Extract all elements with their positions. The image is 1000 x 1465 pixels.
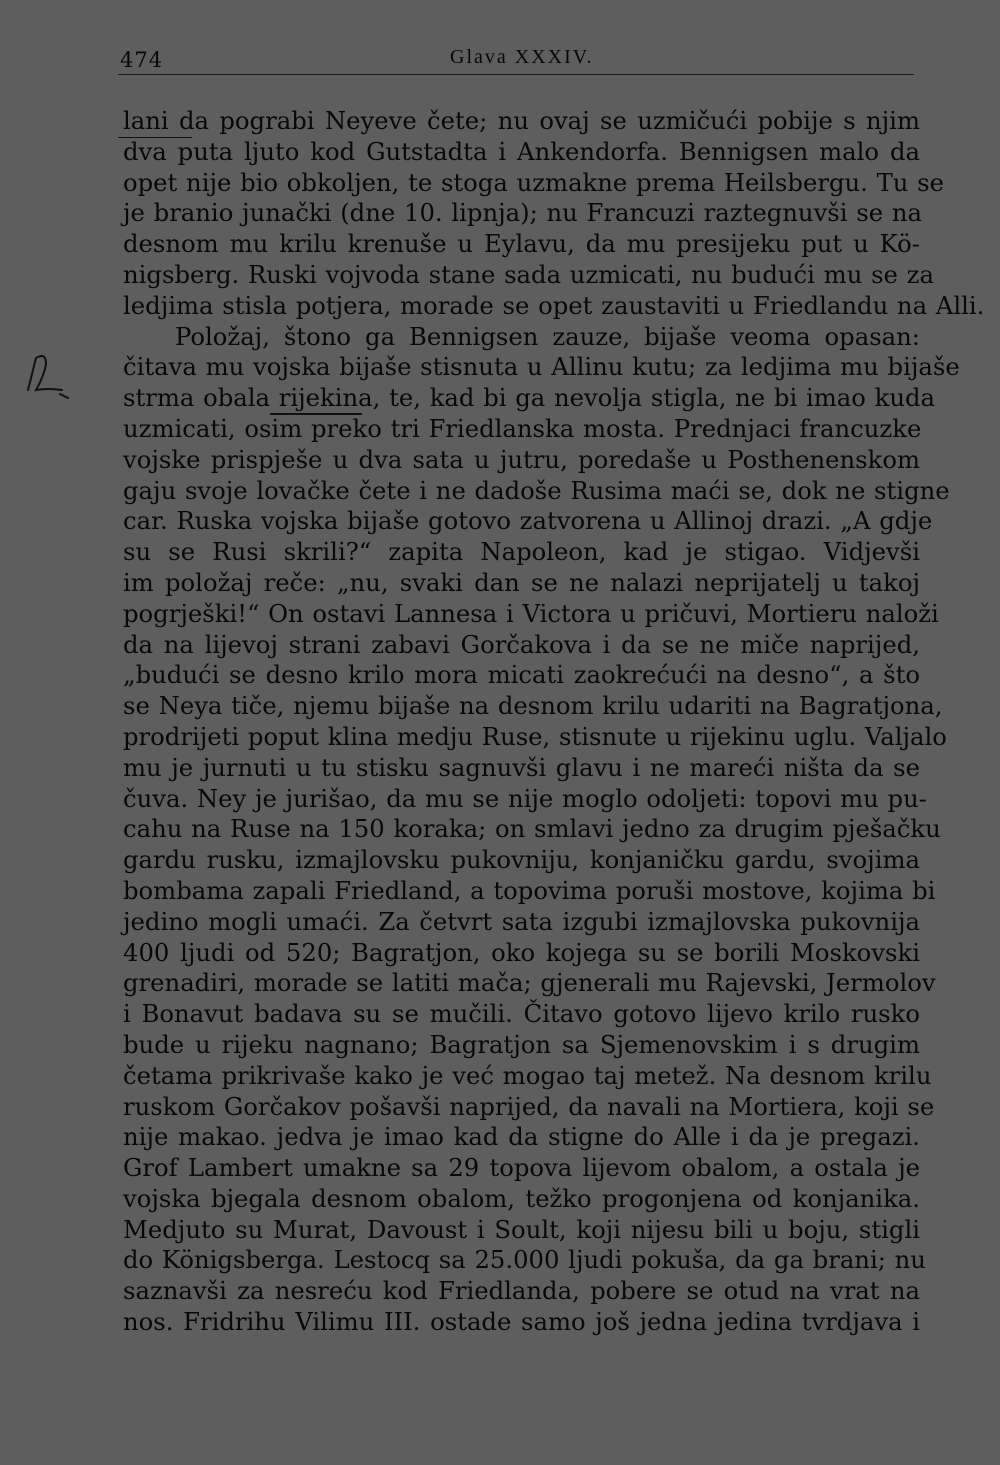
text-line: saznavši za nesreću kod Friedlanda, pobere se otud na vrat na: [123, 1276, 920, 1306]
text-line: četama prikrivaše kako je već mogao taj metež. Na desnom krilu: [123, 1060, 932, 1090]
text-line: do Königsberga. Lestocq sa 25.000 ljudi pokuša, da ga brani; nu: [123, 1245, 926, 1275]
text-line: i Bonavut badava su se mučili. Čitavo gotovo lijevo krilo rusko: [123, 999, 920, 1029]
text-line: ruskom Gorčakov pošavši naprijed, da navali na Mortiera, koji se: [123, 1091, 935, 1121]
handwritten-mark-icon: [22, 350, 82, 410]
text-line: jedino mogli umaći. Za četvrt sata izgubi izmajlovska pukovnija: [123, 906, 920, 936]
text-line: pogrješki!“ On ostavi Lannesa i Victora u pričuvi, Mortieru naloži: [123, 598, 939, 628]
text-line: Medjuto su Murat, Davoust i Soult, koji nijesu bili u boju, stigli: [123, 1214, 920, 1244]
text-line: čitava mu vojska bijaše stisnuta u Allinu kutu; za ledjima mu bijaše: [123, 352, 960, 382]
body-text: [123, 106, 985, 1338]
text-line: da na lijevoj strani zabavi Gorčakova i da se ne miče naprijed,: [123, 629, 920, 659]
text-line: „budući se desno krilo mora micati zaokrećući na desno“, a što: [123, 660, 920, 690]
text-line: gardu rusku, izmajlovsku pukovniju, konjaničku gardu, svojima: [123, 845, 920, 875]
text-line: nigsberg. Ruski vojvoda stane sada uzmicati, nu budući mu se za: [123, 259, 934, 289]
text-line: opet nije bio obkoljen, te stoga uzmakne prema Heilsbergu. Tu se: [123, 167, 945, 197]
text-line: desnom mu krilu krenuše u Eylavu, da mu presijeku put u Kö-: [123, 229, 920, 259]
text-line: mu je jurnuti u tu stisku sagnuvši glavu i ne mareći ništa da se: [123, 752, 920, 782]
text-line: bombama zapali Friedland, a topovima poruši mostove, kojima bi: [123, 875, 936, 905]
text-line: dva puta ljuto kod Gutstadta i Ankendorfa. Bennigsen malo da: [123, 136, 920, 166]
pencil-underline: [270, 413, 362, 415]
text-line: nos. Fridrihu Vilimu III. ostade samo još jedna jedina tvrdjava i: [123, 1307, 920, 1337]
text-line: čuva. Ney je jurišao, da mu se nije moglo odoljeti: topovi mu pu-: [123, 783, 927, 813]
text-line: Grof Lambert umakne sa 29 topova lijevom obalom, a ostala je: [123, 1153, 920, 1183]
page-number: 474: [120, 48, 164, 72]
text-line: Položaj, štono ga Bennigsen zauze, bijaše veoma opasan:: [175, 321, 920, 351]
text-line: bude u rijeku nagnano; Bagratjon sa Sjemenovskim i s drugim: [123, 1029, 920, 1059]
text-line: ledjima stisla potjera, morade se opet zaustaviti u Friedlandu na Alli.: [123, 290, 985, 320]
text-line: su se Rusi skrili?“ zapita Napoleon, kad je stigao. Vidjevši: [123, 537, 920, 567]
page-header: [118, 40, 918, 74]
text-line: je branio junački (dne 10. lipnja); nu Francuzi raztegnuvši se na: [123, 198, 922, 228]
pencil-underline: [118, 137, 192, 138]
text-line: car. Ruska vojska bijaše gotovo zatvorena u Allinoj drazi. „A gdje: [123, 506, 933, 536]
text-line: gaju svoje lovačke čete i ne dadoše Rusima maći se, dok ne stigne: [123, 475, 950, 505]
text-line: se Neya tiče, njemu bijaše na desnom krilu udariti na Bagratjona,: [123, 691, 943, 721]
text-line: cahu na Ruse na 150 koraka; on smlavi jedno za drugim pješačku: [123, 814, 941, 844]
text-line: vojske prispješe u dva sata u jutru, poredaše u Posthenenskom: [123, 444, 920, 474]
text-line: vojska bjegala desnom obalom, težko progonjena od konjanika.: [123, 1183, 920, 1213]
text-line: nije makao. jedva je imao kad da stigne do Alle i da je pregazi.: [123, 1122, 920, 1152]
text-line: lani da pograbi Neyeve čete; nu ovaj se uzmičući pobije s njim: [123, 106, 920, 135]
text-line: grenadiri, morade se latiti mača; gjenerali mu Rajevski, Jermolov: [123, 968, 936, 998]
running-head: Glava XXXIV.: [450, 46, 594, 68]
text-line: im položaj reče: „nu, svaki dan se ne nalazi neprijatelj u takoj: [123, 567, 920, 597]
text-line: 400 ljudi od 520; Bagratjon, oko kojega su se borili Moskovski: [123, 937, 920, 967]
text-line: prodrijeti poput klina medju Ruse, stisnute u rijekinu uglu. Valjalo: [123, 721, 947, 751]
text-line: strma obala rijekina, te, kad bi ga nevolja stigla, ne bi imao kuda: [123, 383, 936, 413]
text-line: uzmicati, osim preko tri Friedlanska mosta. Prednjaci francuzke: [123, 413, 922, 443]
header-rule: [118, 74, 914, 75]
